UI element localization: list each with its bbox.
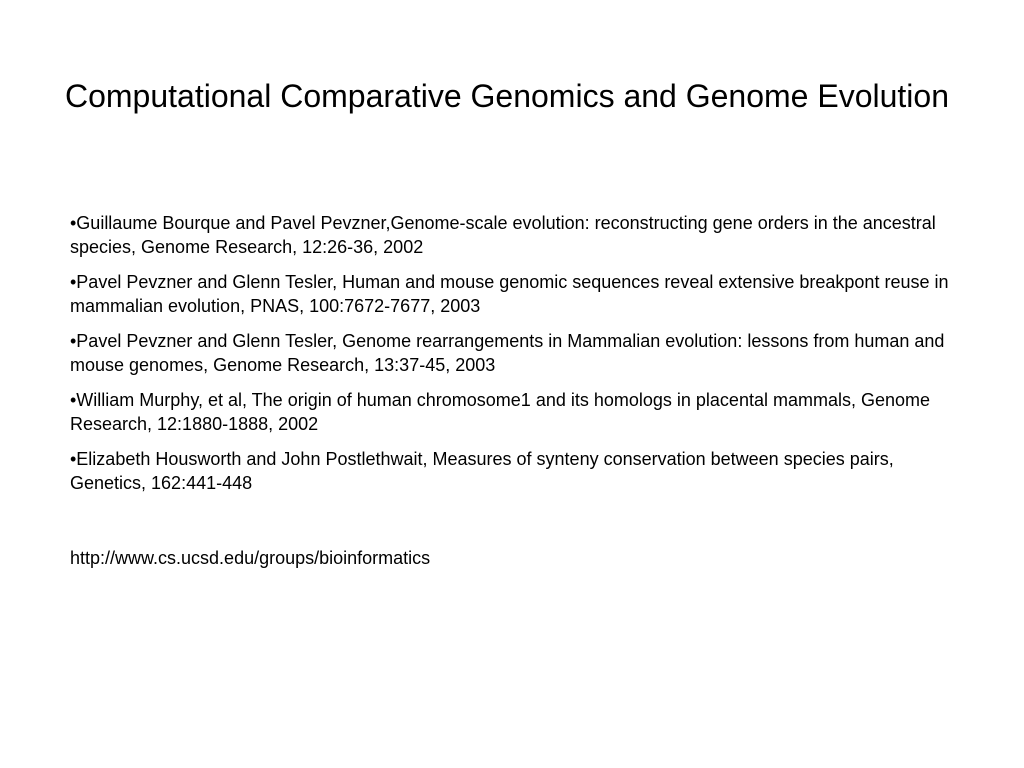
reference-item: •Elizabeth Housworth and John Postlethwait, Measures of synteny conservation between species pairs, Genetics, 162:441-448 xyxy=(70,449,894,493)
reference-list xyxy=(70,211,970,506)
reference-item: •Guillaume Bourque and Pavel Pevzner,Genome-scale evolution: reconstructing gene orders in the ancestral species, Genome Research, 12:26-36, 2002 xyxy=(70,213,936,257)
group-url: http://www.cs.ucsd.edu/groups/bioinformatics xyxy=(70,548,431,568)
reference-item: •Pavel Pevzner and Glenn Tesler, Human and mouse genomic sequences reveal extensive breakpont reuse in mammalian evolution, PNAS, 100:7672-7677, 2003 xyxy=(70,272,949,316)
reference-item: •Pavel Pevzner and Glenn Tesler, Genome rearrangements in Mammalian evolution: lessons from human and mouse genomes, Genome Research, 13:37-45, 2003 xyxy=(70,331,945,375)
slide-title: Computational Comparative Genomics and Genome Evolution xyxy=(64,78,949,114)
reference-item: •William Murphy, et al, The origin of human chromosome1 and its homologs in placental mammals, Genome Research, 12:1880-1888, 2002 xyxy=(70,390,931,434)
